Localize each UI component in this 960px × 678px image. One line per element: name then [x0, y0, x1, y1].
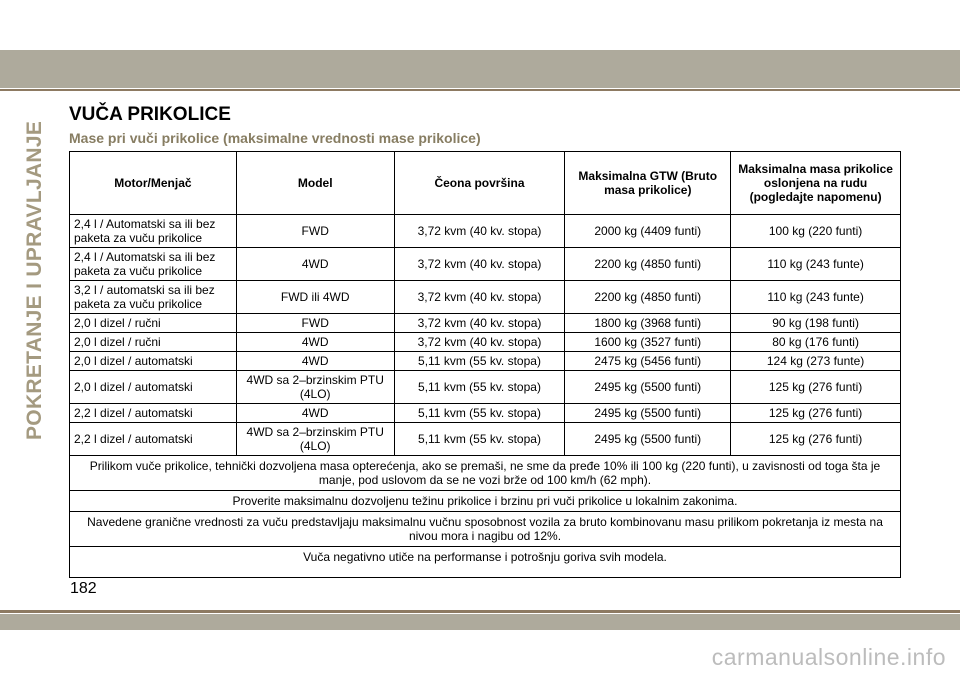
- table-row: [70, 352, 901, 371]
- header-frontal-area: Čeona površina: [394, 152, 565, 215]
- cell-gtw: 1600 kg (3527 funti): [565, 333, 731, 352]
- table-row: [70, 423, 901, 456]
- table-note-row: [70, 547, 901, 578]
- cell-model: 4WD sa 2–brzinskim PTU (4LO): [236, 423, 394, 456]
- watermark: carmanualsonline.info: [711, 644, 946, 670]
- cell-tongue-load: 80 kg (176 funti): [731, 333, 901, 352]
- table-note: Vuča negativno utiče na performanse i potrošnju goriva svih modela.: [70, 547, 901, 578]
- table-header-row: [70, 152, 901, 215]
- cell-tongue-load: 125 kg (276 funti): [731, 404, 901, 423]
- cell-gtw: 2495 kg (5500 funti): [565, 404, 731, 423]
- cell-frontal-area: 5,11 kvm (55 kv. stopa): [394, 352, 565, 371]
- page-number: 182: [70, 580, 97, 597]
- table-row: [70, 248, 901, 281]
- cell-engine: 2,0 l dizel / ručni: [70, 314, 237, 333]
- cell-frontal-area: 3,72 kvm (40 kv. stopa): [394, 281, 565, 314]
- cell-model: 4WD: [236, 352, 394, 371]
- cell-engine: 2,0 l dizel / automatski: [70, 371, 237, 404]
- cell-model: FWD ili 4WD: [236, 281, 394, 314]
- table-note: Proverite maksimalnu dozvoljenu težinu prikolice i brzinu pri vuči prikolice u lokalnim zakonima.: [70, 491, 901, 512]
- page-title: VUČA PRIKOLICE: [69, 104, 231, 125]
- table-note: Navedene granične vrednosti za vuču predstavljaju maksimalnu vučnu sposobnost vozila za bruto kombinovanu masu prilikom pokretanja iz mesta na nivou mora i nagibu od 12%.: [70, 512, 901, 547]
- cell-engine: 2,0 l dizel / automatski: [70, 352, 237, 371]
- top-rule: [0, 89, 960, 91]
- cell-frontal-area: 3,72 kvm (40 kv. stopa): [394, 314, 565, 333]
- cell-frontal-area: 5,11 kvm (55 kv. stopa): [394, 371, 565, 404]
- cell-engine: 2,4 l / Automatski sa ili bez paketa za vuču prikolice: [70, 215, 237, 248]
- cell-tongue-load: 125 kg (276 funti): [731, 371, 901, 404]
- table-row: [70, 314, 901, 333]
- cell-engine: 2,2 l dizel / automatski: [70, 404, 237, 423]
- side-chapter-label: POKRETANJE I UPRAVLJANJE: [23, 120, 46, 440]
- table-note: Prilikom vuče prikolice, tehnički dozvoljena masa opterećenja, ako se premaši, ne sme da pređe 10% ili 100 kg (220 funti), u zavisnosti od toga šta je manje, pod uslovom da se ne vozi brže od 100 km/h (62 mph).: [70, 456, 901, 491]
- cell-engine: 2,4 l / Automatski sa ili bez paketa za vuču prikolice: [70, 248, 237, 281]
- cell-frontal-area: 5,11 kvm (55 kv. stopa): [394, 404, 565, 423]
- header-max-tongue-load: Maksimalna masa prikolice oslonjena na rudu (pogledajte napomenu): [731, 152, 901, 215]
- cell-model: 4WD: [236, 248, 394, 281]
- cell-gtw: 2495 kg (5500 funti): [565, 371, 731, 404]
- cell-model: 4WD: [236, 404, 394, 423]
- cell-tongue-load: 125 kg (276 funti): [731, 423, 901, 456]
- table-note-row: [70, 456, 901, 491]
- table-note-row: [70, 512, 901, 547]
- cell-tongue-load: 110 kg (243 funte): [731, 248, 901, 281]
- towing-table: [69, 151, 901, 578]
- header-model: Model: [236, 152, 394, 215]
- cell-frontal-area: 3,72 kvm (40 kv. stopa): [394, 333, 565, 352]
- cell-tongue-load: 90 kg (198 funti): [731, 314, 901, 333]
- cell-engine: 2,2 l dizel / automatski: [70, 423, 237, 456]
- cell-tongue-load: 110 kg (243 funte): [731, 281, 901, 314]
- table-row: [70, 404, 901, 423]
- table-note-row: [70, 491, 901, 512]
- table-row: [70, 281, 901, 314]
- cell-gtw: 2200 kg (4850 funti): [565, 281, 731, 314]
- table-row: [70, 215, 901, 248]
- cell-frontal-area: 3,72 kvm (40 kv. stopa): [394, 248, 565, 281]
- cell-frontal-area: 3,72 kvm (40 kv. stopa): [394, 215, 565, 248]
- cell-model: 4WD sa 2–brzinskim PTU (4LO): [236, 371, 394, 404]
- header-engine: Motor/Menjač: [70, 152, 237, 215]
- cell-gtw: 2200 kg (4850 funti): [565, 248, 731, 281]
- cell-engine: 2,0 l dizel / ručni: [70, 333, 237, 352]
- cell-model: 4WD: [236, 333, 394, 352]
- header-max-gtw: Maksimalna GTW (Bruto masa prikolice): [565, 152, 731, 215]
- table-row: [70, 371, 901, 404]
- table-row: [70, 333, 901, 352]
- bottom-rule: [0, 610, 960, 613]
- cell-gtw: 2000 kg (4409 funti): [565, 215, 731, 248]
- cell-model: FWD: [236, 215, 394, 248]
- section-subtitle: Mase pri vuči prikolice (maksimalne vrednosti mase prikolice): [69, 130, 481, 146]
- cell-model: FWD: [236, 314, 394, 333]
- top-band: [0, 50, 960, 88]
- cell-tongue-load: 124 kg (273 funte): [731, 352, 901, 371]
- cell-tongue-load: 100 kg (220 funti): [731, 215, 901, 248]
- cell-gtw: 1800 kg (3968 funti): [565, 314, 731, 333]
- cell-gtw: 2475 kg (5456 funti): [565, 352, 731, 371]
- cell-frontal-area: 5,11 kvm (55 kv. stopa): [394, 423, 565, 456]
- cell-engine: 3,2 l / automatski sa ili bez paketa za vuču prikolice: [70, 281, 237, 314]
- bottom-band: [0, 614, 960, 630]
- cell-gtw: 2495 kg (5500 funti): [565, 423, 731, 456]
